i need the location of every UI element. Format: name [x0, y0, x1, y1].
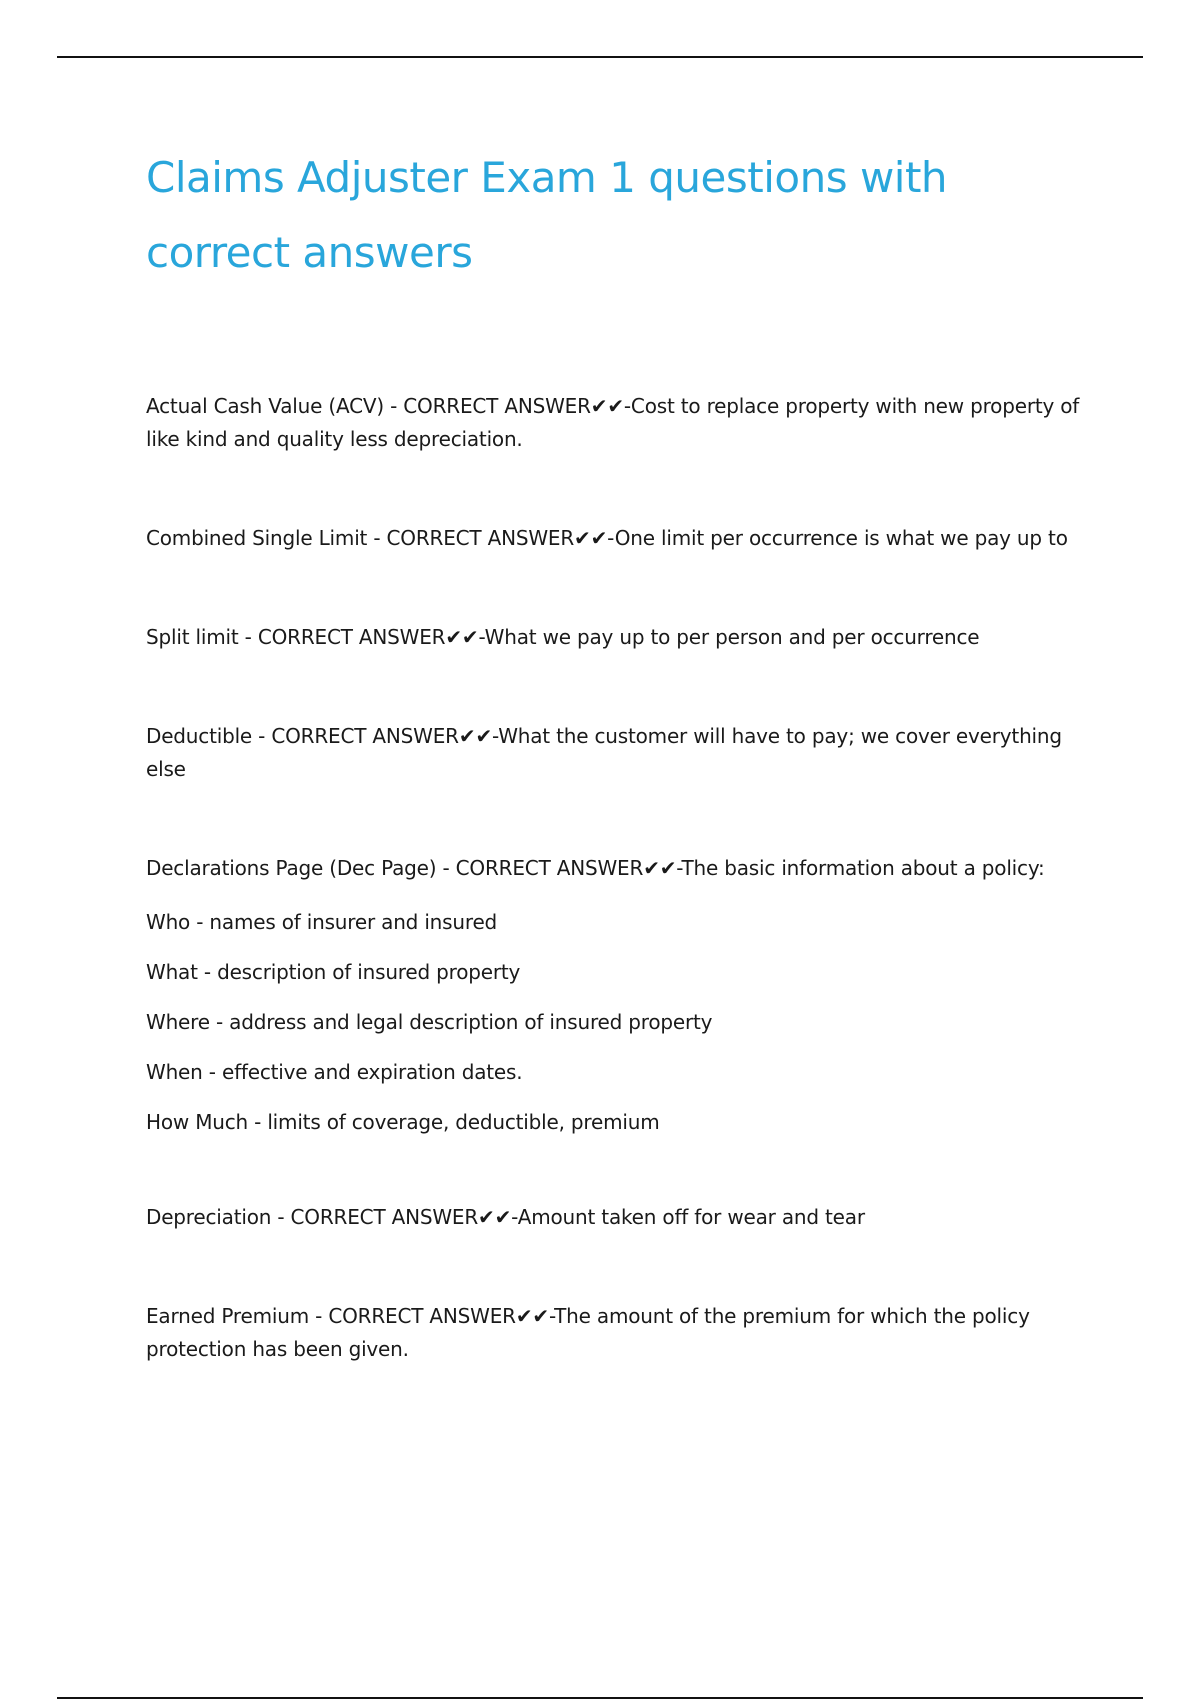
qa-entry-split-limit — [146, 621, 1096, 654]
qa-sub-item: What - description of insured property — [146, 960, 521, 984]
qa-entry-text: Declarations Page (Dec Page) - CORRECT ANSWER✔✔-The basic information about a policy: — [146, 856, 1045, 880]
qa-entry-text: Actual Cash Value (ACV) - CORRECT ANSWER✔✔-Cost to replace property with new property of like kind and quality less depreciation. — [146, 394, 1080, 451]
qa-sub-item: How Much - limits of coverage, deductible, premium — [146, 1110, 660, 1134]
qa-sub-item: When - effective and expiration dates. — [146, 1060, 523, 1084]
qa-entry-combined-single-limit — [146, 522, 1096, 555]
qa-entry-declarations-page — [146, 852, 1096, 1135]
qa-sub-item: Where - address and legal description of insured property — [146, 1010, 713, 1034]
qa-entry-text: Depreciation - CORRECT ANSWER✔✔-Amount taken off for wear and tear — [146, 1205, 865, 1229]
document-title — [146, 140, 1096, 290]
qa-sub-item: Who - names of insurer and insured — [146, 910, 498, 934]
qa-entry-earned-premium — [146, 1300, 1096, 1366]
document-page — [146, 140, 1096, 1432]
qa-entry-text: Combined Single Limit - CORRECT ANSWER✔✔-One limit per occurrence is what we pay up to — [146, 526, 1068, 550]
qa-entry-text: Split limit - CORRECT ANSWER✔✔-What we pay up to per person and per occurrence — [146, 625, 980, 649]
top-divider — [57, 56, 1143, 58]
qa-entry-deductible — [146, 720, 1096, 786]
document-title-line-2: correct answers — [146, 228, 473, 277]
bottom-divider — [57, 1697, 1143, 1699]
qa-entry-depreciation — [146, 1201, 1096, 1234]
qa-entries — [146, 390, 1096, 1366]
qa-entry-acv — [146, 390, 1096, 456]
qa-entry-text: Earned Premium - CORRECT ANSWER✔✔-The amount of the premium for which the policy protection has been given. — [146, 1304, 1030, 1361]
qa-entry-text: Deductible - CORRECT ANSWER✔✔-What the customer will have to pay; we cover everything else — [146, 724, 1062, 781]
document-title-line-1: Claims Adjuster Exam 1 questions with — [146, 153, 948, 202]
